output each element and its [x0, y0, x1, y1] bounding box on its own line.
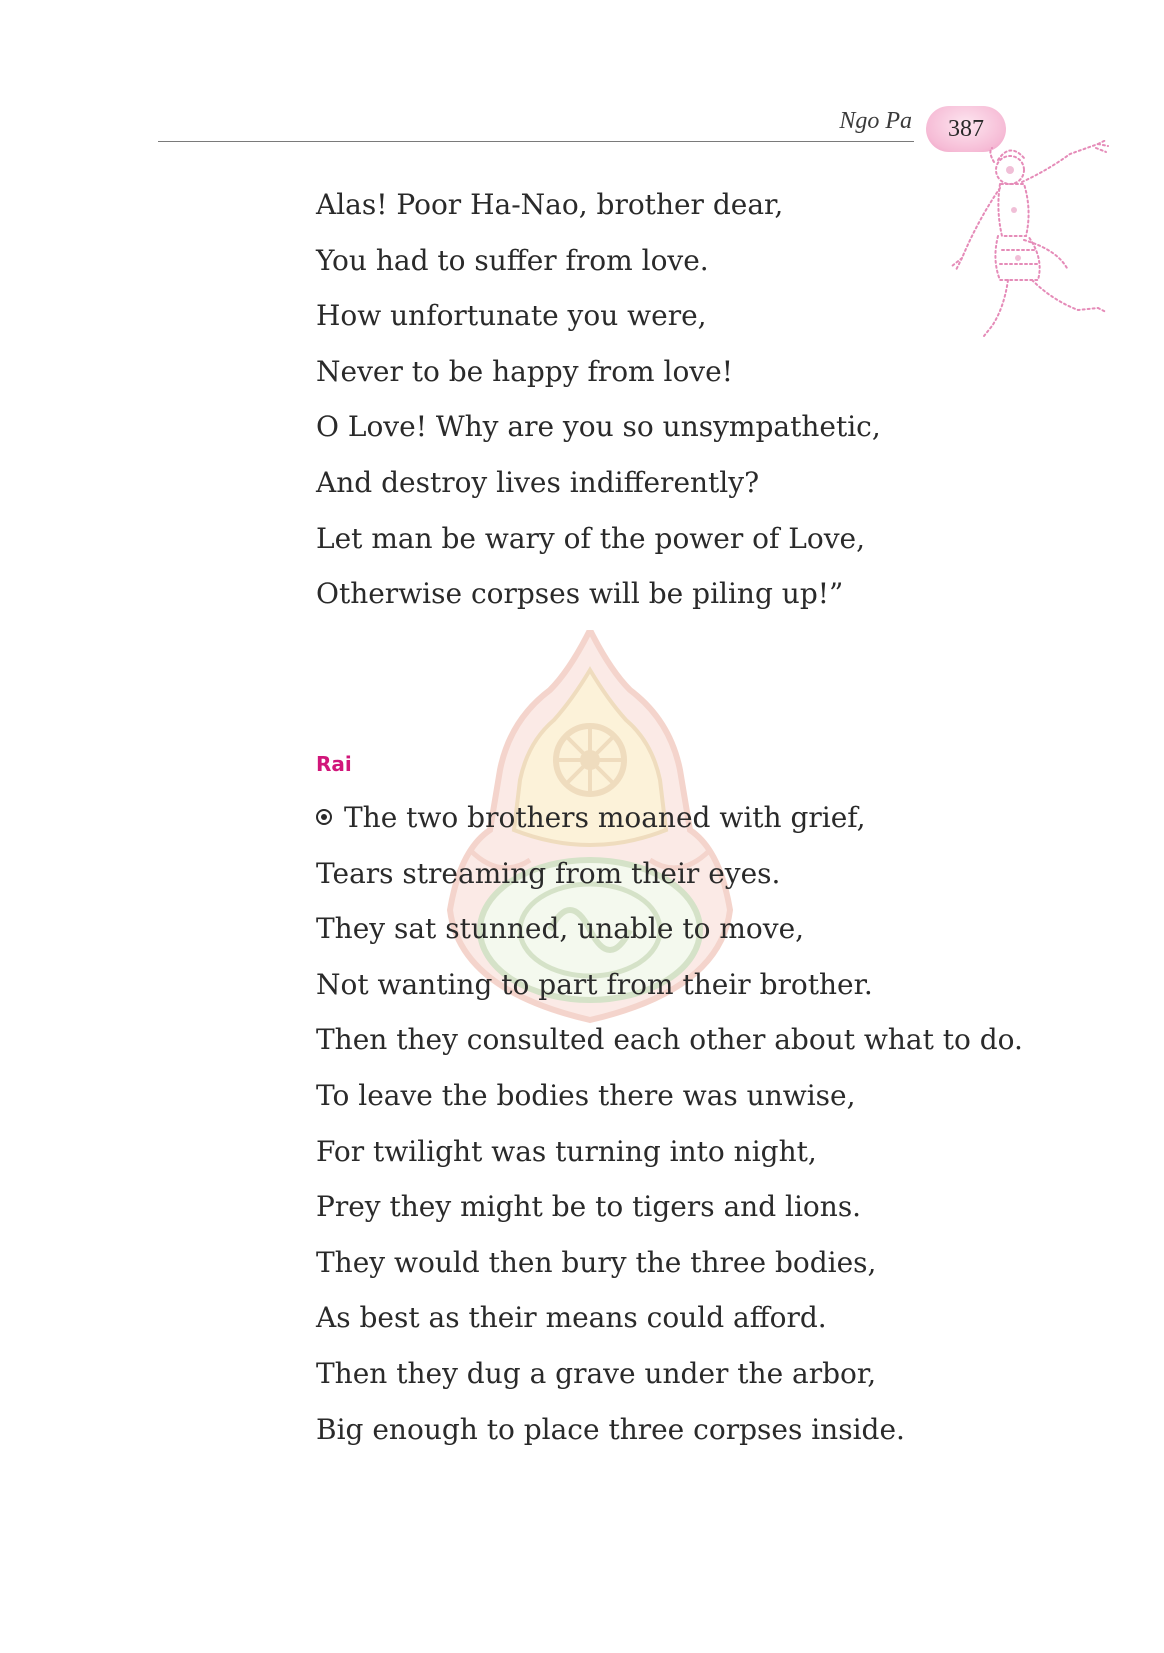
verse-line: Then they dug a grave under the arbor, [316, 1356, 877, 1390]
verse-line: O Love! Why are you so unsympathetic, [316, 410, 881, 444]
verse-line: To leave the bodies there was unwise, [316, 1078, 856, 1112]
section-label: Rai [316, 752, 352, 776]
verse-line: Never to be happy from love! [316, 354, 733, 388]
stanza-1 [316, 177, 881, 622]
header-rule [158, 141, 914, 142]
verse-line-first [316, 790, 1023, 846]
verse-line: They would then bury the three bodies, [316, 1245, 877, 1279]
verse-line: Not wanting to part from their brother. [316, 967, 873, 1001]
stanza-2 [316, 790, 1023, 1457]
verse-line: Tears streaming from their eyes. [316, 856, 781, 890]
verse-line: Big enough to place three corpses inside. [316, 1412, 905, 1446]
circled-dot-bullet-icon [316, 809, 332, 825]
verse-line: Otherwise corpses will be piling up!” [316, 577, 844, 611]
verse-line: Then they consulted each other about what to do. [316, 1023, 1023, 1057]
verse-line: Alas! Poor Ha-Nao, brother dear, [316, 188, 784, 221]
verse-line: How unfortunate you were, [316, 299, 707, 333]
verse-line: They sat stunned, unable to move, [316, 912, 805, 946]
page-number: 387 [948, 115, 984, 142]
running-title: Ngo Pa [839, 108, 912, 134]
verse-line: And destroy lives indifferently? [316, 465, 760, 499]
verse-line: Let man be wary of the power of Love, [316, 521, 865, 555]
verse-line: For twilight was turning into night, [316, 1134, 817, 1168]
verse-line: As best as their means could afford. [316, 1301, 827, 1335]
dancer-illustration-icon [948, 140, 1118, 350]
verse-line: You had to suffer from love. [316, 243, 709, 277]
verse-line: Prey they might be to tigers and lions. [316, 1190, 862, 1224]
verse-line-text: The two brothers moaned with grief, [344, 801, 866, 834]
